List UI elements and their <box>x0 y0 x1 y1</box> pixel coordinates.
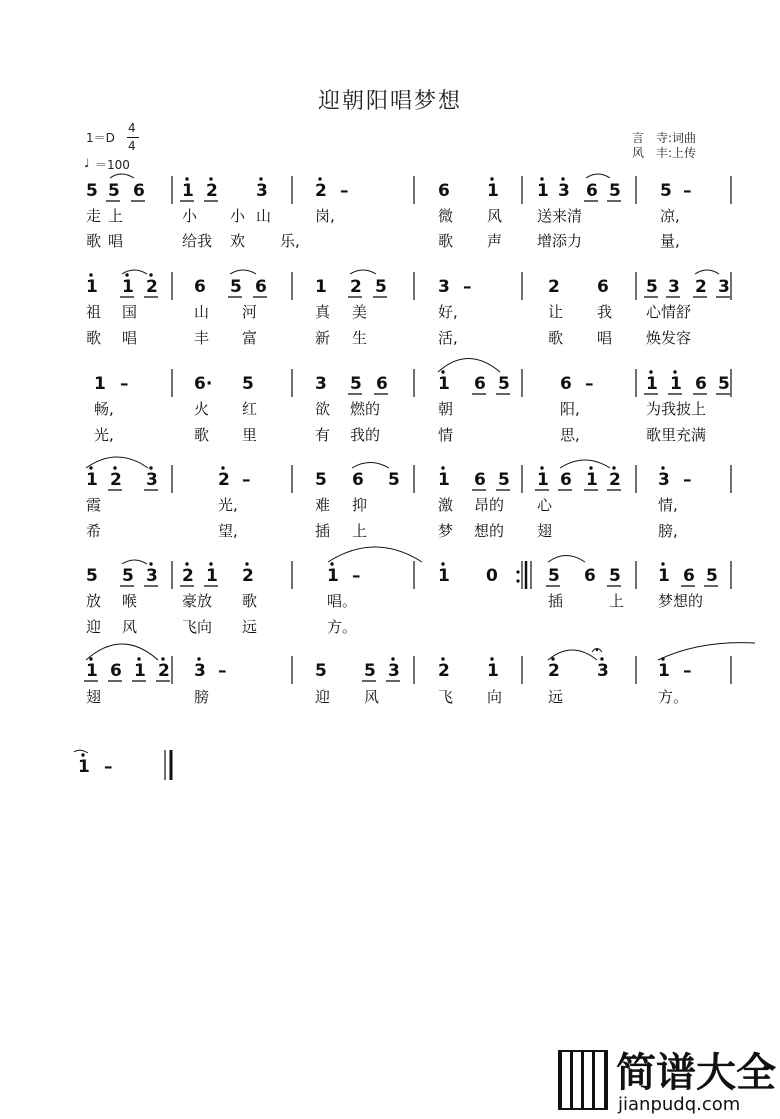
octave-dot-above <box>490 177 493 180</box>
lyric-word: 国 <box>122 303 138 321</box>
octave-dot-above <box>673 370 676 373</box>
note: 6 <box>683 566 695 586</box>
octave-dot-above <box>137 657 140 660</box>
lyric-word: 畅, <box>94 400 114 418</box>
note: 6 <box>474 374 486 394</box>
lyric-word: 唱 <box>122 329 138 347</box>
note: 2 <box>315 181 327 201</box>
note: 5 <box>498 470 510 490</box>
note: 1 <box>86 661 98 681</box>
watermark-cn: 简谱大全 <box>616 1050 776 1096</box>
octave-dot-above <box>259 177 262 180</box>
octave-dot-above <box>125 273 128 276</box>
watermark-logo <box>556 1046 776 1114</box>
lyric-word: 走 <box>86 207 102 225</box>
note: 1 <box>438 566 450 586</box>
octave-dot-above <box>209 177 212 180</box>
note: 5 <box>230 277 242 297</box>
watermark-en: jianpudq.com <box>618 1094 741 1114</box>
lyric-word: 上 <box>352 522 368 540</box>
lyric-word: 激 <box>438 496 454 514</box>
lyric-word: 火 <box>194 400 210 418</box>
octave-dot-above <box>330 562 333 565</box>
lyric-word: 光, <box>218 496 238 514</box>
lyric-word: 翅 <box>86 688 102 706</box>
note: 2 <box>548 661 560 681</box>
lyric-word: 红 <box>242 400 258 418</box>
lyric-word: 乐, <box>280 232 300 250</box>
key-signature: 1＝D <box>86 131 115 145</box>
note: 2 <box>438 661 450 681</box>
note: 6 <box>352 470 364 490</box>
note: 1 <box>537 181 549 201</box>
lyric-word: 迎 <box>315 688 331 706</box>
octave-dot-above <box>221 466 224 469</box>
lyric-word: 插 <box>548 592 564 610</box>
note: 6 <box>194 277 206 297</box>
note: 1 <box>78 757 90 777</box>
lyric-word: 霞 <box>86 496 102 514</box>
note: 1 <box>646 374 658 394</box>
lyric-word: 歌 <box>548 329 564 347</box>
lyric-word: 焕发容 <box>646 329 692 347</box>
lyric-word: 欲 <box>315 400 331 418</box>
lyric-word: 给我 <box>182 232 213 250</box>
lyric-word: 增添力 <box>537 232 583 250</box>
lyric-word: 放 <box>86 592 102 610</box>
lyric-word: 欢 <box>230 232 246 250</box>
octave-dot-above <box>441 370 444 373</box>
note: 3 <box>146 566 158 586</box>
octave-dot-above <box>89 466 92 469</box>
note: 1 <box>182 181 194 201</box>
note: 3 <box>256 181 268 201</box>
note: – <box>585 374 594 394</box>
piano-keys-icon <box>558 1050 608 1110</box>
lyric-word: 远 <box>242 618 258 636</box>
note: 1 <box>586 470 598 490</box>
lyric-word: 上 <box>609 592 625 610</box>
note: 5 <box>86 566 98 586</box>
octave-dot-above <box>612 466 615 469</box>
lyric-word: 富 <box>242 329 258 347</box>
note: 3 <box>558 181 570 201</box>
lyric-word: 难 <box>315 496 331 514</box>
lyric-word: 插 <box>315 522 331 540</box>
lyric-word: 望, <box>218 522 238 540</box>
note: 1 <box>86 277 98 297</box>
note: 2 <box>350 277 362 297</box>
note: 6· <box>194 374 213 394</box>
note-layer <box>78 177 730 777</box>
lyric-word: 山 <box>194 303 210 321</box>
octave-dot-above <box>649 370 652 373</box>
note: 3 <box>438 277 450 297</box>
note: 2 <box>695 277 707 297</box>
octave-dot-above <box>318 177 321 180</box>
lyric-word: 昂的 <box>474 496 505 514</box>
octave-dot-above <box>149 562 152 565</box>
note: 2 <box>146 277 158 297</box>
lyric-word: 美 <box>352 303 368 321</box>
note: 5 <box>315 470 327 490</box>
octave-dot-above <box>561 177 564 180</box>
octave-dot-above <box>441 657 444 660</box>
lyric-word: 微 <box>438 207 454 225</box>
note: 5 <box>375 277 387 297</box>
lyric-word: 河 <box>242 303 258 321</box>
lyric-word: 山 <box>256 207 272 225</box>
lyric-word: 唱。 <box>327 592 358 610</box>
octave-dot-above <box>209 562 212 565</box>
note: 5 <box>242 374 254 394</box>
octave-dot-above <box>490 657 493 660</box>
octave-dot-above <box>245 562 248 565</box>
lyric-word: 我 <box>597 303 613 321</box>
note: – <box>340 181 349 201</box>
note: 2 <box>242 566 254 586</box>
octave-dot-above <box>149 466 152 469</box>
note: 5 <box>548 566 560 586</box>
lyric-word: 歌 <box>194 426 210 444</box>
note: 6 <box>376 374 388 394</box>
note: – <box>120 374 129 394</box>
lyric-word: 希 <box>86 522 102 540</box>
note: 1 <box>658 566 670 586</box>
note: 3 <box>718 277 730 297</box>
note: 5 <box>660 181 672 201</box>
lyric-word: 喉 <box>122 592 138 610</box>
lyric-word: 方。 <box>327 618 358 636</box>
lyric-word: 光, <box>94 426 114 444</box>
lyric-word: 豪放 <box>182 592 213 610</box>
note: 1 <box>537 470 549 490</box>
octave-dot-above <box>161 657 164 660</box>
note: 5 <box>646 277 658 297</box>
note: 3 <box>194 661 206 681</box>
note: 6 <box>597 277 609 297</box>
note: 1 <box>658 661 670 681</box>
note: 5 <box>364 661 376 681</box>
note: 5 <box>315 661 327 681</box>
note: 1 <box>122 277 134 297</box>
lyric-word: 心情舒 <box>646 303 692 321</box>
octave-dot-above <box>600 657 603 660</box>
note: 1 <box>670 374 682 394</box>
lyric-word: 风 <box>487 207 503 225</box>
credit-uploader: 风 丰:上传 <box>632 146 697 160</box>
note: 5 <box>350 374 362 394</box>
lyric-word: 风 <box>364 688 380 706</box>
note: 5 <box>108 181 120 201</box>
octave-dot-above <box>89 273 92 276</box>
note: – <box>683 470 692 490</box>
lyric-word: 我的 <box>350 426 381 444</box>
lyric-word: 量, <box>660 232 680 250</box>
lyric-word: 岗, <box>315 207 335 225</box>
lyric-word: 活, <box>438 329 458 347</box>
lyric-word: 丰 <box>194 329 210 347</box>
note: 6 <box>584 566 596 586</box>
lyric-word: 情 <box>438 426 454 444</box>
lyric-word: 唱 <box>108 232 124 250</box>
note: 2 <box>218 470 230 490</box>
lyric-word: 生 <box>352 329 368 347</box>
note: 6 <box>438 181 450 201</box>
octave-dot-above <box>89 657 92 660</box>
lyric-word: 歌 <box>438 232 454 250</box>
note: 6 <box>110 661 122 681</box>
tempo-note-icon: ♩ <box>84 156 90 170</box>
lyric-word: 声 <box>487 232 503 250</box>
lyric-word: 上 <box>108 207 124 225</box>
note: – <box>352 566 361 586</box>
tempo-mark: ＝100 <box>95 158 130 172</box>
lyric-word: 膀 <box>194 688 210 706</box>
lyric-word: 有 <box>315 426 331 444</box>
note: 3 <box>388 661 400 681</box>
lyric-word: 歌 <box>86 232 102 250</box>
note: 5 <box>388 470 400 490</box>
note: 5 <box>86 181 98 201</box>
time-signature-bottom: 4 <box>128 139 136 153</box>
note: 1 <box>438 470 450 490</box>
lyric-word: 情, <box>658 496 678 514</box>
lyric-word: 让 <box>548 303 564 321</box>
lyric-word: 翅 <box>537 522 553 540</box>
octave-dot-above <box>391 657 394 660</box>
octave-dot-above <box>113 466 116 469</box>
note: 5 <box>122 566 134 586</box>
note: 6 <box>695 374 707 394</box>
octave-dot-above <box>661 562 664 565</box>
lyric-word: 迎 <box>86 618 102 636</box>
note: – <box>683 661 692 681</box>
octave-dot-above <box>551 657 554 660</box>
note: – <box>104 757 113 777</box>
note: 3 <box>315 374 327 394</box>
note: 3 <box>146 470 158 490</box>
note: 6 <box>560 470 572 490</box>
lyric-word: 歌 <box>86 329 102 347</box>
octave-dot-above <box>540 177 543 180</box>
lyric-word: 思, <box>560 426 580 444</box>
note: 5 <box>718 374 730 394</box>
lyric-word: 梦 <box>438 522 454 540</box>
note: 6 <box>586 181 598 201</box>
note: – <box>218 661 227 681</box>
note: 1 <box>86 470 98 490</box>
note: 1 <box>315 277 327 297</box>
lyric-word: 梦想的 <box>658 592 704 610</box>
lyric-word: 里 <box>242 426 258 444</box>
octave-dot-above <box>441 562 444 565</box>
note: 2 <box>206 181 218 201</box>
lyric-word: 为我披上 <box>646 400 707 418</box>
note: 5 <box>609 566 621 586</box>
lyric-word: 凉, <box>660 207 680 225</box>
note: 3 <box>658 470 670 490</box>
octave-dot-above <box>149 273 152 276</box>
note: – <box>683 181 692 201</box>
lyric-word: 燃的 <box>350 400 381 418</box>
lyric-layer <box>86 207 706 706</box>
lyric-word: 抑 <box>352 496 368 514</box>
lyric-word: 飞向 <box>182 618 213 636</box>
lyric-word: 膀, <box>658 522 678 540</box>
note: 0 <box>486 566 498 586</box>
note: 6 <box>474 470 486 490</box>
credit-composer: 言 寺:词曲 <box>632 131 697 145</box>
note: 3 <box>668 277 680 297</box>
lyric-word: 远 <box>548 688 564 706</box>
lyric-word: 歌里充满 <box>646 426 707 444</box>
note: – <box>463 277 472 297</box>
lyric-word: 新 <box>315 329 331 347</box>
note: 2 <box>609 470 621 490</box>
octave-dot-above <box>540 466 543 469</box>
lyric-word: 小 <box>230 207 246 225</box>
note: 1 <box>134 661 146 681</box>
octave-dot-above <box>589 466 592 469</box>
octave-dot-above <box>197 657 200 660</box>
lyric-word: 阳, <box>560 400 580 418</box>
note: 6 <box>255 277 267 297</box>
octave-dot-above <box>185 177 188 180</box>
octave-dot-above <box>81 753 84 756</box>
lyric-word: 好, <box>438 303 458 321</box>
lyric-word: 朝 <box>438 400 454 418</box>
lyric-word: 心 <box>537 496 553 514</box>
fermata-icon <box>592 649 602 653</box>
song-title: 迎朝阳唱梦想 <box>317 89 462 114</box>
note: 1 <box>487 181 499 201</box>
note: 2 <box>158 661 170 681</box>
note: 2 <box>110 470 122 490</box>
octave-dot-above <box>661 657 664 660</box>
note: 2 <box>548 277 560 297</box>
lyric-word: 小 <box>182 207 198 225</box>
lyric-word: 真 <box>315 303 331 321</box>
lyric-word: 歌 <box>242 592 258 610</box>
lyric-word: 想的 <box>474 522 505 540</box>
lyric-word: 向 <box>487 688 503 706</box>
note: 1 <box>206 566 218 586</box>
note: 1 <box>327 566 339 586</box>
lyric-word: 风 <box>122 618 138 636</box>
lyric-word: 祖 <box>86 303 102 321</box>
lyric-word: 方。 <box>658 688 689 706</box>
octave-dot-above <box>661 466 664 469</box>
octave-dot-above <box>441 466 444 469</box>
octave-dot-above <box>185 562 188 565</box>
note: – <box>242 470 251 490</box>
lyric-word: 唱 <box>597 329 613 347</box>
note: 1 <box>94 374 106 394</box>
note: 5 <box>706 566 718 586</box>
note: 2 <box>182 566 194 586</box>
note: 5 <box>609 181 621 201</box>
note: 6 <box>133 181 145 201</box>
note: 1 <box>438 374 450 394</box>
note: 3 <box>597 661 609 681</box>
lyric-word: 送来清 <box>537 207 583 225</box>
note: 1 <box>487 661 499 681</box>
time-signature-top: 4 <box>128 121 136 135</box>
lyric-word: 飞 <box>438 688 454 706</box>
note: 5 <box>498 374 510 394</box>
note: 6 <box>560 374 572 394</box>
